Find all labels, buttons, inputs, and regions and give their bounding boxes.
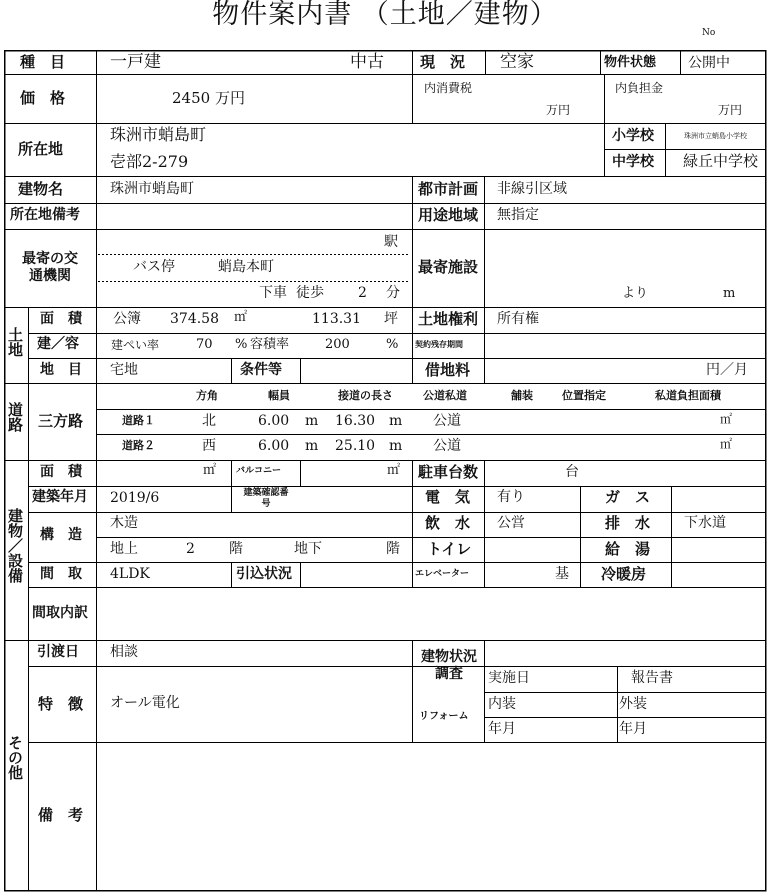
value-floors-above: 2 — [186, 541, 195, 557]
label-toilet: トイレ — [427, 540, 472, 558]
unit-sqm-bldg: ㎡ — [203, 463, 217, 478]
col-setsudo: 接道の長さ — [338, 389, 393, 402]
road2-area-unit: ㎡ — [720, 437, 733, 451]
col-fukuin: 幅員 — [268, 389, 290, 402]
label-madori: 間 取 — [40, 566, 82, 582]
col-shido-futan: 私道負担面積 — [655, 389, 721, 402]
section-label-tatemono: 建物／設備 — [6, 508, 24, 583]
label-kenpei-ritsu: 建ぺい率 — [111, 338, 160, 352]
road1-width: 6.00 — [258, 413, 290, 429]
label-joken: 条件等 — [240, 362, 282, 378]
value-madori: 4LDK — [110, 566, 150, 582]
value-address-line1: 珠洲市蛸島町 — [110, 125, 207, 144]
label-yoseki-ritsu: 容積率 — [250, 337, 290, 352]
label-shozaichi-biko: 所在地備考 — [10, 207, 80, 223]
label-meters: m — [723, 286, 736, 301]
value-tokucho: オール電化 — [110, 695, 180, 711]
label-chusha: 駐車台数 — [418, 463, 479, 481]
unit-shohizei: 万円 — [546, 103, 571, 117]
label-chugakko: 中学校 — [612, 154, 654, 170]
label-biko: 備 考 — [38, 806, 84, 824]
label-kakunin: 建築確認番号 — [243, 488, 289, 509]
label-jisshi: 実施日 — [488, 670, 530, 686]
label-koubo: 公簿 — [113, 311, 141, 327]
road2-type: 公道 — [433, 438, 461, 454]
value-kakaku: 2450 万円 — [172, 89, 245, 107]
label-kakaku: 価 格 — [20, 89, 66, 107]
road2-width-unit: m — [305, 438, 319, 454]
value-hikiwatashi: 相談 — [110, 644, 138, 660]
label-tokucho: 特 徴 — [38, 695, 84, 713]
document-number-label: No — [702, 28, 716, 38]
label-madori-uchiwake: 間取内訳 — [32, 605, 88, 621]
road1-label: 道路１ — [122, 414, 155, 427]
label-balcony: バルコニー — [236, 466, 282, 476]
label-chikunen: 建築年月 — [32, 489, 88, 505]
label-shakuchiryo: 借地料 — [425, 361, 471, 379]
label-insui: 飲 水 — [425, 514, 471, 532]
road2-direction: 西 — [202, 438, 216, 454]
unit-tsubo: 坪 — [384, 311, 398, 327]
unit-sqm-land: ㎡ — [234, 310, 248, 325]
road2-length: 25.10 — [335, 438, 376, 454]
unit-pct-yoseki: % — [386, 337, 399, 352]
value-toshi-keikaku: 非線引区域 — [497, 181, 567, 197]
label-yoto-chiiki: 用途地域 — [418, 206, 479, 224]
label-tochi-kenri: 土地権利 — [418, 310, 479, 328]
road1-area-unit: ㎡ — [720, 412, 733, 426]
label-nengetsu-gaiso: 年月 — [619, 721, 647, 737]
label-chika: 地下 — [294, 541, 322, 557]
page-title: 物件案内書 （土地／建物） — [212, 0, 558, 30]
value-kenpei: 70 — [196, 337, 213, 352]
value-shumoku: 一戸建 — [110, 52, 161, 72]
label-shumoku: 種 目 — [20, 53, 66, 71]
label-danbo: 冷暖房 — [601, 565, 647, 583]
section-label-tochi: 土地 — [6, 327, 24, 357]
label-kyuto: 給 湯 — [605, 540, 651, 558]
label-naiso: 内装 — [488, 696, 516, 712]
label-menseki-bldg: 面 積 — [40, 464, 82, 480]
label-haisui: 排 水 — [605, 514, 651, 532]
label-shozaichi: 所在地 — [18, 140, 64, 158]
label-reform: リフォーム — [419, 711, 469, 722]
road2-length-unit: m — [389, 438, 403, 454]
label-kotsu: 最寄の交通機関 — [22, 251, 78, 284]
value-haisui: 下水道 — [684, 515, 726, 531]
label-uchi-futankin: 内負担金 — [615, 81, 664, 95]
label-bus-tei: バス停 — [133, 259, 175, 275]
unit-sqm-balcony: ㎡ — [387, 463, 401, 478]
label-shogakko: 小学校 — [612, 128, 654, 144]
label-chijo: 地上 — [110, 541, 138, 557]
col-hokaku: 方角 — [196, 389, 218, 402]
label-bukken-jotai: 物件状態 — [604, 55, 657, 70]
value-address-line2: 壱部2-279 — [110, 152, 189, 171]
value-area-tsubo: 113.31 — [312, 311, 361, 327]
road1-width-unit: m — [305, 413, 319, 429]
label-eki: 駅 — [384, 234, 398, 250]
col-ichi-shitei: 位置指定 — [562, 389, 606, 402]
section-label-sonota: その他 — [6, 735, 24, 780]
label-gaiso: 外装 — [619, 696, 647, 712]
road2-label: 道路２ — [122, 439, 155, 452]
unit-futankin: 万円 — [718, 103, 743, 117]
label-nengetsu-naiso: 年月 — [488, 721, 516, 737]
label-kozo: 構 造 — [40, 527, 82, 543]
label-genkyo: 現 況 — [420, 53, 466, 71]
section-label-doro: 道路 — [6, 402, 24, 432]
value-shogakko: 珠洲市立蛸島小学校 — [684, 132, 747, 140]
label-kai-below: 階 — [386, 541, 400, 557]
label-yori: より — [622, 286, 649, 301]
road1-length-unit: m — [389, 413, 403, 429]
label-toho: 徒歩 — [296, 285, 324, 301]
label-denki: 電 気 — [425, 488, 471, 506]
unit-dai: 台 — [565, 464, 579, 480]
value-walk-min: 2 — [358, 285, 367, 301]
road2-width: 6.00 — [258, 438, 290, 454]
label-gesha: 下車 — [259, 285, 287, 301]
label-tatemono-chosa: 建物状況調査 — [421, 649, 477, 682]
label-uchi-shohizei: 内消費税 — [424, 81, 473, 95]
value-tatemono-mei: 珠洲市蛸島町 — [110, 181, 194, 197]
col-koshi: 公道私道 — [423, 389, 467, 402]
value-genkyo: 空家 — [500, 52, 534, 72]
value-denki: 有り — [497, 489, 525, 505]
label-menseki-land: 面 積 — [40, 311, 82, 327]
road1-type: 公道 — [433, 413, 461, 429]
label-toshi-keikaku: 都市計画 — [418, 180, 479, 198]
label-tatemono-mei: 建物名 — [18, 180, 64, 198]
unit-ki: 基 — [555, 566, 569, 582]
label-kai-above: 階 — [229, 541, 243, 557]
road1-length: 16.30 — [335, 413, 376, 429]
value-chimoku: 宅地 — [110, 362, 138, 378]
label-hikikomi: 引込状況 — [236, 566, 292, 582]
value-bukken-jotai: 公開中 — [688, 55, 730, 71]
label-sanpo: 三方路 — [38, 412, 84, 430]
label-elevator: エレベーター — [415, 569, 470, 579]
value-kozo: 木造 — [110, 515, 138, 531]
label-ken-yo: 建／容 — [37, 336, 79, 352]
value-chuko: 中古 — [350, 52, 384, 72]
road1-direction: 北 — [202, 413, 216, 429]
value-tochi-kenri: 所有権 — [497, 311, 539, 327]
label-keiyaku-kikan: 契約残存期間 — [415, 340, 463, 349]
col-hoso: 舗装 — [511, 389, 533, 402]
value-insui: 公営 — [497, 515, 525, 531]
value-yoseki: 200 — [325, 337, 350, 352]
value-chikunen: 2019/6 — [110, 490, 160, 506]
label-hikiwatashi: 引渡日 — [37, 644, 79, 660]
unit-pct-kenpei: % — [235, 337, 248, 352]
label-saiyori-shisetsu: 最寄施設 — [418, 258, 479, 276]
value-chugakko: 緑丘中学校 — [683, 152, 759, 170]
value-area-sqm: 374.58 — [170, 311, 219, 327]
label-fun: 分 — [386, 285, 400, 301]
unit-yen-month: 円／月 — [706, 362, 748, 378]
label-hokokusho: 報告書 — [631, 670, 673, 686]
value-yoto-chiiki: 無指定 — [497, 207, 539, 223]
value-bus-stop: 蛸島本町 — [218, 259, 274, 275]
label-chimoku: 地 目 — [40, 362, 82, 378]
label-gas: ガ ス — [605, 488, 651, 506]
